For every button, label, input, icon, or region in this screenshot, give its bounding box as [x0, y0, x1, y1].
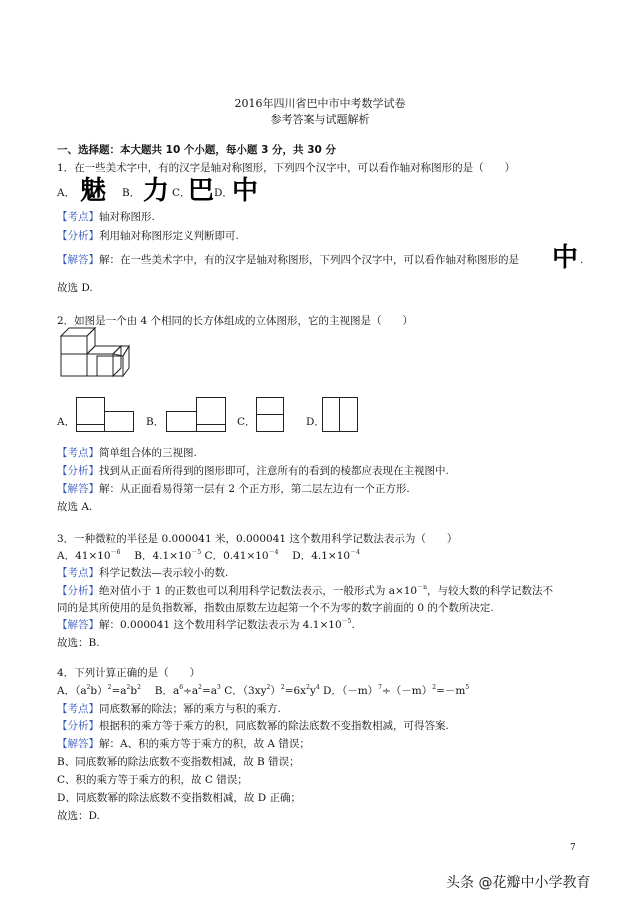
q2-jieda: 【解答】解：从正面看易得第一层有 2 个正方形，第二层左边有一个正方形.	[57, 483, 410, 495]
q3-kaodian: 【考点】科学记数法—表示较小的数.	[57, 567, 229, 579]
q2-c-square-bottom	[256, 414, 284, 432]
q4-jieda: 【解答】解：A、积的乘方等于乘方的积，故 A 错误；	[57, 738, 310, 750]
q1-opt-a: A．	[57, 187, 76, 199]
q1-opt-d: D．	[214, 187, 233, 199]
q2-d-rect-left	[322, 397, 340, 432]
q4-answer: 故选：D.	[57, 810, 100, 822]
q2-a-square-br	[104, 411, 134, 432]
q3-jieda: 【解答】解：0.000041 这个数用科学记数法表示为 $4.1\times 10^{-5}$.	[57, 618, 355, 631]
q1-fenxi: 【分析】利用轴对称图形定义判断即可.	[57, 230, 239, 242]
q2-opt-c: C．	[237, 416, 256, 428]
q1-kaodian: 【考点】轴对称图形.	[57, 211, 155, 223]
q2-kaodian: 【考点】简单组合体的三视图.	[57, 447, 197, 459]
q4-kaodian: 【考点】同底数幂的除法；幂的乘方与积的乘方.	[57, 703, 281, 715]
q2-a-square-bl	[76, 424, 105, 432]
q3-fenxi-line1: 【分析】绝对值小于 1 的正数也可以利用科学记数法表示，一般形式为 $a\times 10^{-n}$，与较大数的科学记数法不	[57, 584, 553, 597]
page-subtitle: 参考答案与试题解析	[270, 113, 370, 126]
q3-answer: 故选：B.	[57, 637, 100, 649]
q2-opt-a: A．	[57, 416, 76, 428]
page-number: 7	[570, 843, 576, 853]
q2-a-square-top	[76, 397, 105, 425]
q4-stem: 4．下列计算正确的是（ ）	[57, 667, 201, 679]
q2-solid-figure	[57, 326, 132, 384]
q1-opt-c: C．	[172, 187, 191, 199]
section-heading: 一、选择题：本大题共 10 个小题，每小题 3 分，共 30 分	[57, 144, 336, 156]
q1-char-b: 力	[143, 176, 170, 206]
page-title: 2016年四川省巴中市中考数学试卷	[234, 97, 406, 110]
q1-char-d: 中	[232, 176, 259, 206]
q2-b-square-bl	[166, 411, 197, 432]
watermark: 头条 @花瓣中小学教育	[446, 875, 591, 891]
q1-char-a: 魅	[80, 176, 107, 206]
q1-char-c: 巴	[188, 176, 215, 206]
q2-opt-d: D．	[306, 416, 325, 428]
q2-b-square-top	[196, 397, 226, 425]
q2-stem: 2．如图是一个由 4 个相同的长方体组成的立体图形，它的主视图是（ ）	[57, 315, 414, 327]
q1-jieda: 【解答】解：在一些美术字中，有的汉字是轴对称图形，下列四个汉字中，可以看作轴对称图形的是	[57, 254, 519, 266]
q1-stem: 1．在一些美术字中，有的汉字是轴对称图形，下列四个汉字中，可以看作轴对称图形的是（ ）	[57, 162, 516, 174]
q3-options: A．$41\times 10^{-6}$ B．$4.1\times 10^{-5}$ C．$0.41\times 10^{-4}$ D．$4.1\times 10^{-4}$	[57, 549, 360, 562]
q3-stem: 3．一种微粒的半径是 0.000041 米，0.000041 这个数用科学记数法表示为（ ）	[57, 533, 458, 545]
q4-options: A．$(a^2b)^2=a^2b^2$ B．$a^6\div a^2=a^3$ C．$(3xy^2)^2=6x^2y^4$ D．$(-m)^7\div(-m)^2=-m^5$	[57, 684, 470, 697]
q1-jieda-char: 中	[552, 243, 579, 273]
q3-fenxi-line2: 同的是其所使用的是负指数幂，指数由原数左边起第一个不为零的数字前面的 0 的个数所决定.	[57, 602, 494, 614]
q2-b-square-br	[196, 424, 226, 432]
q2-d-rect-right	[339, 397, 358, 432]
q1-answer: 故选 D.	[57, 282, 93, 294]
q4-line-d: D、同底数幂的除法底数不变指数相减，故 D 正确；	[57, 792, 302, 804]
q2-fenxi: 【分析】找到从正面看所得到的图形即可，注意所有的看到的棱都应表现在主视图中.	[57, 465, 449, 477]
q4-line-c: C、积的乘方等于乘方的积，故 C 错误；	[57, 774, 248, 786]
q4-fenxi: 【分析】根据积的乘方等于乘方的积，同底数幂的除法底数不变指数相减，可得答案.	[57, 720, 449, 732]
q4-line-b: B、同底数幂的除法底数不变指数相减，故 B 错误；	[57, 756, 300, 768]
q2-answer: 故选 A.	[57, 501, 93, 513]
q2-opt-b: B．	[146, 416, 165, 428]
q2-c-square-top	[256, 397, 284, 415]
q1-opt-b: B．	[122, 187, 141, 199]
q1-jieda-end: .	[580, 254, 584, 266]
